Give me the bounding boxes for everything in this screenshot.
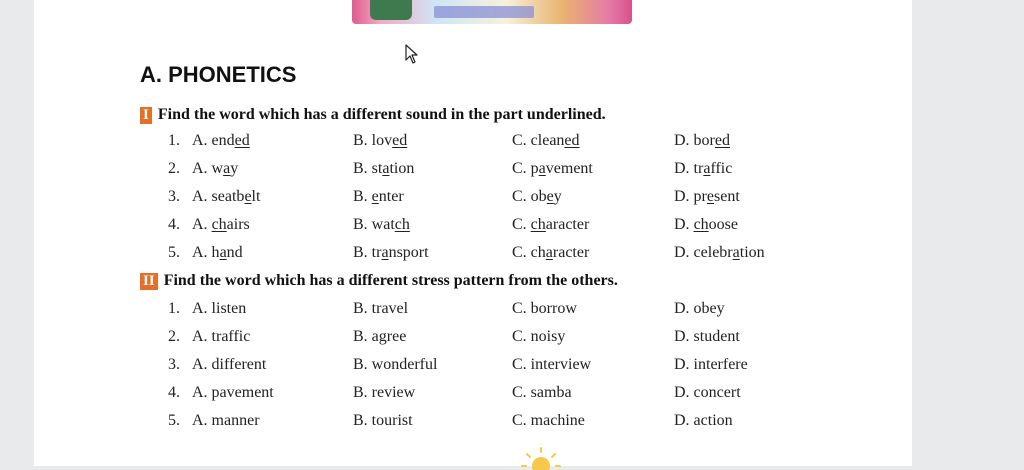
underlined-part: a xyxy=(219,244,227,261)
question-number: 5. xyxy=(168,412,180,429)
option-b: B. transport xyxy=(353,244,429,261)
underlined-part: ch xyxy=(211,216,227,233)
underlined-part: ch xyxy=(394,216,410,233)
question-row xyxy=(160,408,800,436)
underlined-part: ed xyxy=(234,132,250,149)
question-number: 1. xyxy=(168,132,180,149)
underlined-part: e xyxy=(371,188,379,205)
instruction-text: Find the word which has a different stress pattern from the others. xyxy=(163,272,618,289)
option-d: D. concert xyxy=(674,384,741,401)
option-a: A. ended xyxy=(192,132,250,149)
question-number: 1. xyxy=(168,300,180,317)
option-a: A. manner xyxy=(192,412,260,429)
option-a: A. listen xyxy=(192,300,247,317)
question-number: 2. xyxy=(168,160,180,177)
underlined-part: ch xyxy=(693,216,709,233)
underlined-part: a xyxy=(223,160,231,177)
option-b: B. review xyxy=(353,384,416,401)
option-d: D. obey xyxy=(674,300,725,317)
underlined-part: e xyxy=(706,188,714,205)
question-row xyxy=(160,352,800,380)
roman-numeral-badge: I xyxy=(140,107,152,124)
option-b: B. station xyxy=(353,160,415,177)
underlined-part: a xyxy=(545,244,553,261)
question-row xyxy=(160,240,800,268)
question-row xyxy=(160,380,800,408)
question-number: 4. xyxy=(168,216,180,233)
underlined-part: a xyxy=(538,160,546,177)
instruction-text: Find the word which has a different sound in the part underlined. xyxy=(157,106,606,123)
option-b: B. wonderful xyxy=(353,356,438,373)
option-d: D. present xyxy=(674,188,740,205)
option-b: B. travel xyxy=(353,300,409,317)
option-d: D. choose xyxy=(674,216,738,233)
option-c: C. interview xyxy=(512,356,592,373)
underlined-part: e xyxy=(546,188,554,205)
option-a: A. seatbelt xyxy=(192,188,261,205)
option-c: C. character xyxy=(512,244,590,261)
question-number: 2. xyxy=(168,328,180,345)
question-number: 5. xyxy=(168,244,180,261)
option-a: A. pavement xyxy=(192,384,274,401)
section-title: A. PHONETICS xyxy=(140,62,297,87)
question-row xyxy=(160,184,800,212)
question-row xyxy=(160,156,800,184)
underlined-part: a xyxy=(732,244,740,261)
option-a: A. different xyxy=(192,356,267,373)
underlined-part: a xyxy=(703,160,711,177)
option-a: A. way xyxy=(192,160,239,177)
underlined-part: ed xyxy=(392,132,408,149)
mouse-pointer-icon xyxy=(405,44,419,64)
underlined-part: e xyxy=(244,188,252,205)
instruction-part-1 xyxy=(140,106,606,124)
underlined-part: ed xyxy=(714,132,730,149)
option-b: B. enter xyxy=(353,188,404,205)
instruction-part-2 xyxy=(140,272,618,290)
option-c: C. obey xyxy=(512,188,562,205)
underlined-part: a xyxy=(382,160,390,177)
question-row xyxy=(160,324,800,352)
option-c: C. samba xyxy=(512,384,572,401)
question-number: 3. xyxy=(168,188,180,205)
question-row xyxy=(160,296,800,324)
question-number: 4. xyxy=(168,384,180,401)
underlined-part: ch xyxy=(530,216,546,233)
option-d: D. student xyxy=(674,328,740,345)
option-b: B. agree xyxy=(353,328,407,345)
option-a: A. hand xyxy=(192,244,243,261)
option-d: D. interfere xyxy=(674,356,748,373)
option-b: B. watch xyxy=(353,216,410,233)
header-illustration xyxy=(352,0,632,24)
underlined-part: a xyxy=(381,244,389,261)
question-number: 3. xyxy=(168,356,180,373)
option-a: A. traffic xyxy=(192,328,251,345)
option-d: D. action xyxy=(674,412,733,429)
option-b: B. loved xyxy=(353,132,408,149)
roman-numeral-badge: II xyxy=(140,273,158,290)
option-c: C. cleaned xyxy=(512,132,580,149)
option-b: B. tourist xyxy=(353,412,413,429)
underlined-part: ed xyxy=(564,132,580,149)
option-d: D. traffic xyxy=(674,160,733,177)
option-a: A. chairs xyxy=(192,216,250,233)
option-c: C. machine xyxy=(512,412,585,429)
option-c: C. pavement xyxy=(512,160,593,177)
question-row xyxy=(160,128,800,156)
option-c: C. borrow xyxy=(512,300,577,317)
question-row xyxy=(160,212,800,240)
option-d: D. bored xyxy=(674,132,730,149)
option-c: C. character xyxy=(512,216,590,233)
option-c: C. noisy xyxy=(512,328,566,345)
option-d: D. celebration xyxy=(674,244,765,261)
